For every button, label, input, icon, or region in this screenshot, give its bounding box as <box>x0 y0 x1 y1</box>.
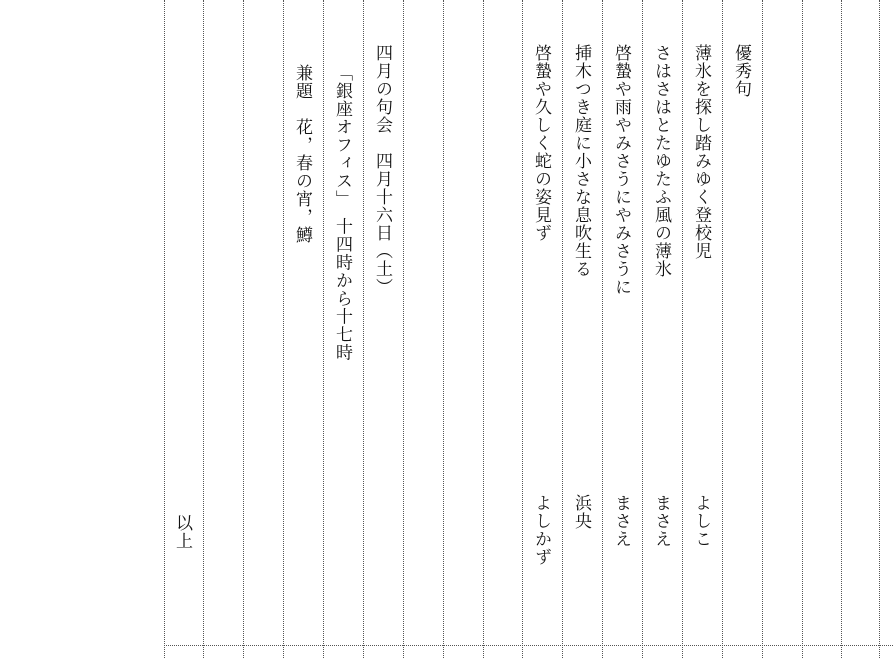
haiku-text: 薄氷を探し踏みゆく登校児 <box>691 44 711 260</box>
grid-line <box>283 0 284 658</box>
grid-line <box>722 0 723 658</box>
grid-line <box>443 0 444 658</box>
grid-line <box>522 0 523 658</box>
grid-line <box>483 0 484 658</box>
haiku-author: よしこ <box>691 494 711 548</box>
grid-line <box>682 0 683 658</box>
grid-line <box>841 0 842 658</box>
haiku-text: 挿木つき庭に小さな息吹生る <box>571 44 591 278</box>
grid-line <box>879 0 880 658</box>
haiku-author: よしかず <box>531 494 551 566</box>
meeting-place-time: 「銀座オフィス」 十四時から十七時 <box>332 64 352 362</box>
haiku-author: まさえ <box>611 494 631 548</box>
haiku-text: 啓蟄や雨やみさうにやみさうに <box>611 44 631 296</box>
haiku-text: 啓蟄や久しく蛇の姿見ず <box>531 44 551 242</box>
heading: 優秀句 <box>731 44 751 98</box>
grid-line <box>642 0 643 658</box>
closing-text: 以上 <box>172 514 192 550</box>
grid-line <box>363 0 364 658</box>
haiku-text: さはさはとたゆたふ風の薄氷 <box>651 44 671 278</box>
meeting-title-date: 四月の句会 四月十六日（土） <box>372 44 392 296</box>
haiku-author: まさえ <box>651 494 671 548</box>
meeting-themes: 兼題 花，春の宵，鱒 <box>292 64 312 244</box>
grid-line <box>602 0 603 658</box>
haiku-author: 浜央 <box>571 494 591 530</box>
grid-line <box>323 0 324 658</box>
grid-bottom-line <box>164 645 893 646</box>
grid-line <box>762 0 763 658</box>
grid-line <box>164 0 165 658</box>
grid-line <box>562 0 563 658</box>
grid-line <box>203 0 204 658</box>
grid-line <box>243 0 244 658</box>
grid-line <box>802 0 803 658</box>
grid-line <box>403 0 404 658</box>
